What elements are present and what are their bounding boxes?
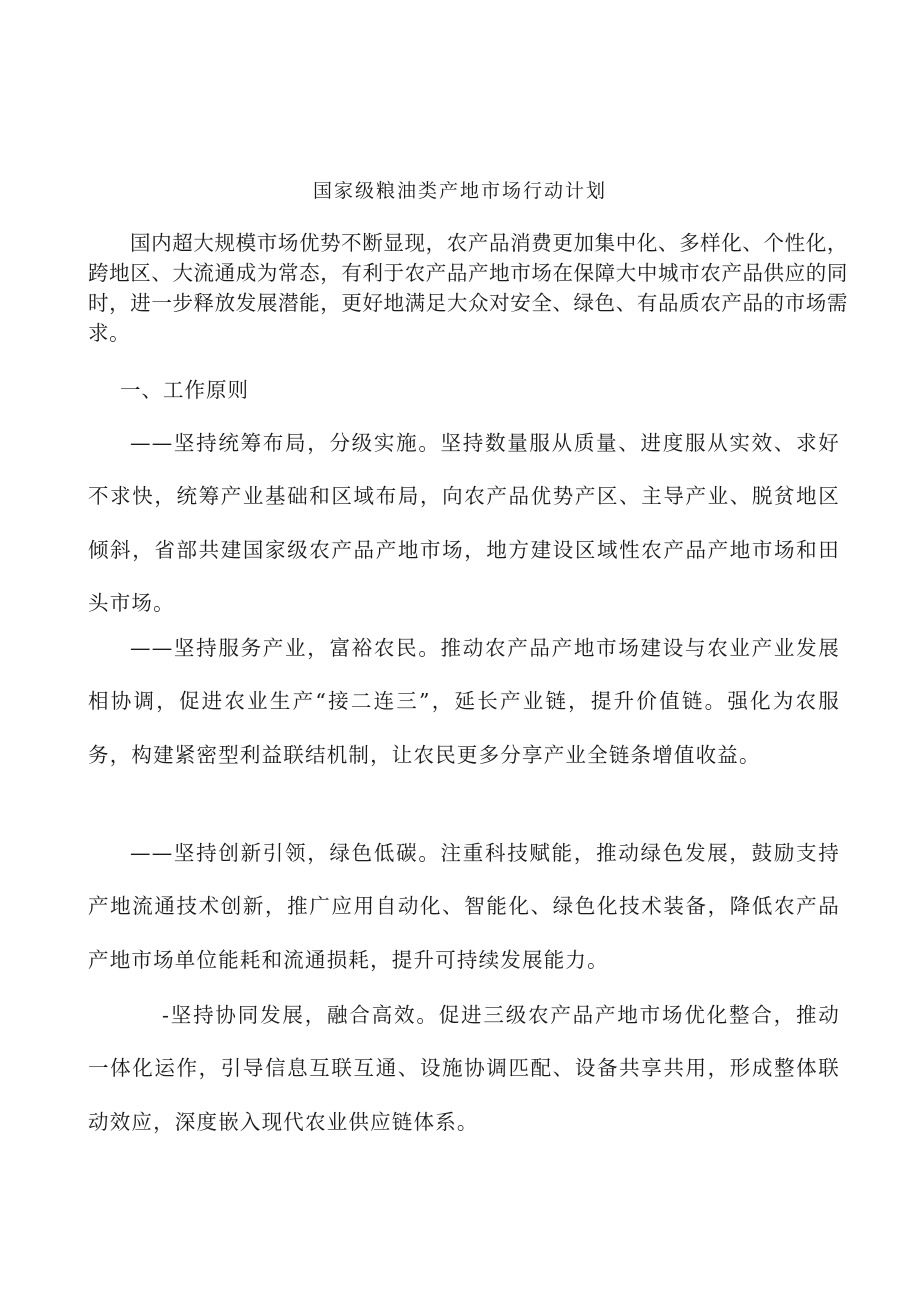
principle-paragraph-4: -坚持协同发展，融合高效。促进三级农产品产地市场优化整合，推动一体化运作，引导信息互联互通、设施协调匹配、设备共享共用，形成整体联动效应，深度嵌入现代农业供应链体系。: [88, 1003, 840, 1134]
document-title: 国家级粮油类产地市场行动计划: [312, 180, 607, 202]
section-heading: 一、工作原则: [120, 378, 249, 402]
intro-paragraph: 国内超大规模市场优势不断显现，农产品消费更加集中化、多样化、个性化，跨地区、大流通成为常态，有利于农产品产地市场在保障大中城市农产品供应的同时，进一步释放发展潜能，更好地满足大众对安全、绿色、有品质农产品的市场需求。: [88, 231, 848, 345]
principle-paragraph-2: ——坚持服务产业，富裕农民。推动农产品产地市场建设与农业产业发展相协调，促进农业生产“接二连三”，延长产业链，提升价值链。强化为农服务，构建紧密型利益联结机制，让农民更多分享产业全链条增值收益。: [88, 636, 840, 767]
principle-paragraph-3: ——坚持创新引领，绿色低碳。注重科技赋能，推动绿色发展，鼓励支持产地流通技术创新，推广应用自动化、智能化、绿色化技术装备，降低农产品产地市场单位能耗和流通损耗，提升可持续发展能力。: [88, 841, 840, 972]
principle-paragraph-1: ——坚持统筹布局，分级实施。坚持数量服从质量、进度服从实效、求好不求快，统筹产业基础和区域布局，向农产品优势产区、主导产业、脱贫地区倾斜，省部共建国家级农产品产地市场，地方建设区域性农产品产地市场和田头市场。: [88, 431, 840, 615]
